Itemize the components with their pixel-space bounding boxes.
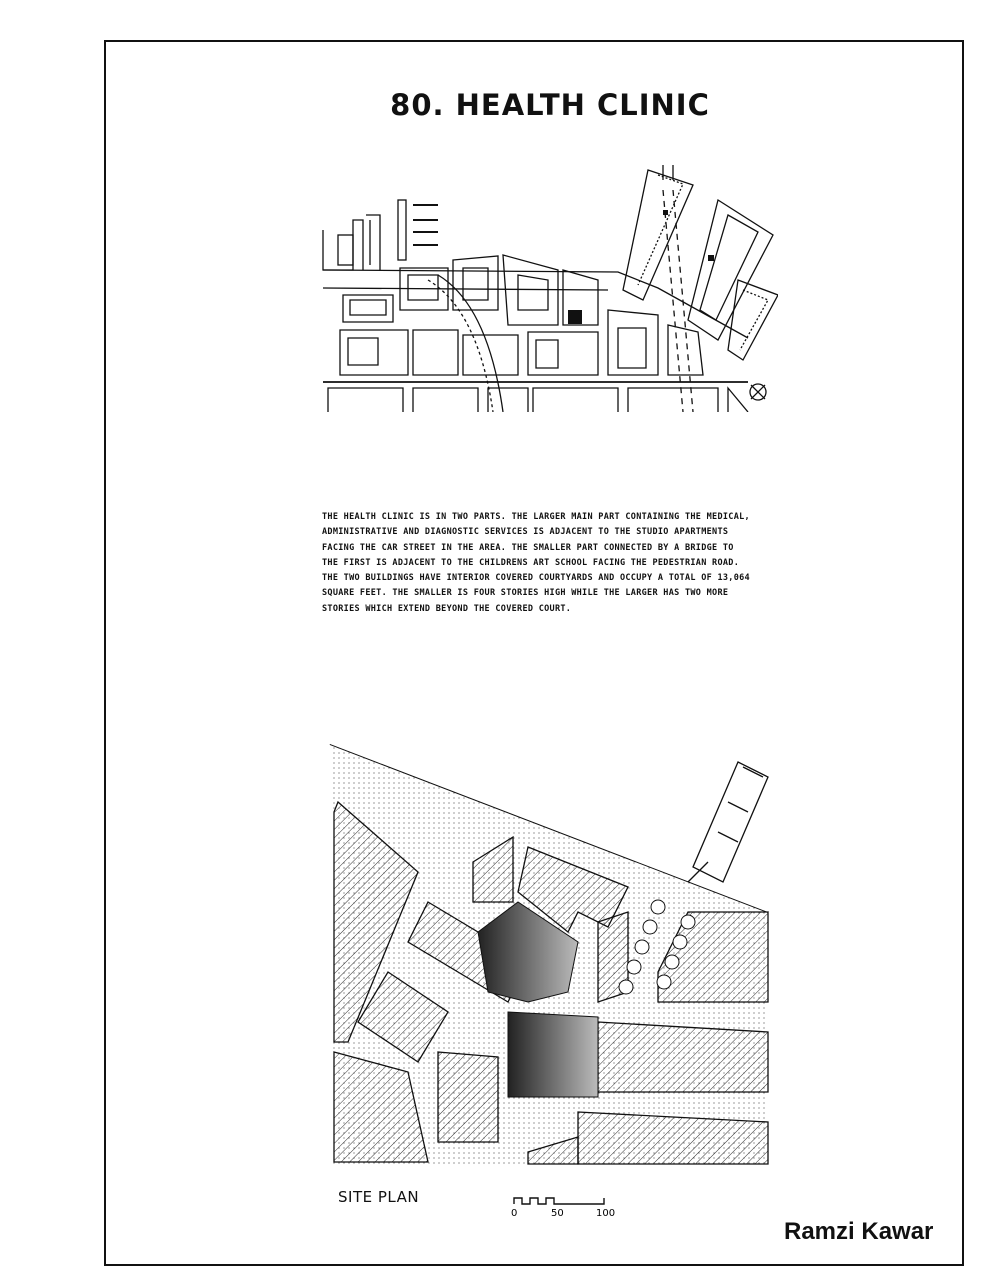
site-plan-label: SITE PLAN [338,1188,420,1206]
scale-label-50: 50 [551,1208,564,1218]
context-map [318,160,778,412]
scale-label-100: 100 [596,1208,616,1218]
project-description: THE HEALTH CLINIC IS IN TWO PARTS. THE LARGER MAIN PART CONTAINING THE MEDICAL, ADMINISTRATIVE AND DIAGNOSTIC SERVICES IS ADJACENT TO THE STUDIO APARTMENTS FACING THE CAR STREET IN THE AREA. THE SMALLER PART CONNECTED BY A BRIDGE TO THE FIRST IS ADJACENT TO THE CHILDRENS ART SCHOOL FACING THE PEDESTRIAN ROAD. THE TWO BUILDINGS HAVE INTERIOR COVERED COURTYARDS AND OCCUPY A TOTAL OF 13,064 SQUARE FEET. THE SMALLER IS FOUR STORIES HIGH WHILE THE LARGER HAS TWO MORE STORIES WHICH EXTEND BEYOND THE COVERED COURT. [322,512,750,614]
author-name: Ramzi Kawar [784,1218,934,1245]
site-plan-drawing [328,742,770,1167]
scale-bar [508,1190,628,1218]
page-title: 80. HEALTH CLINIC [390,88,710,122]
scale-label-0: 0 [511,1208,518,1218]
